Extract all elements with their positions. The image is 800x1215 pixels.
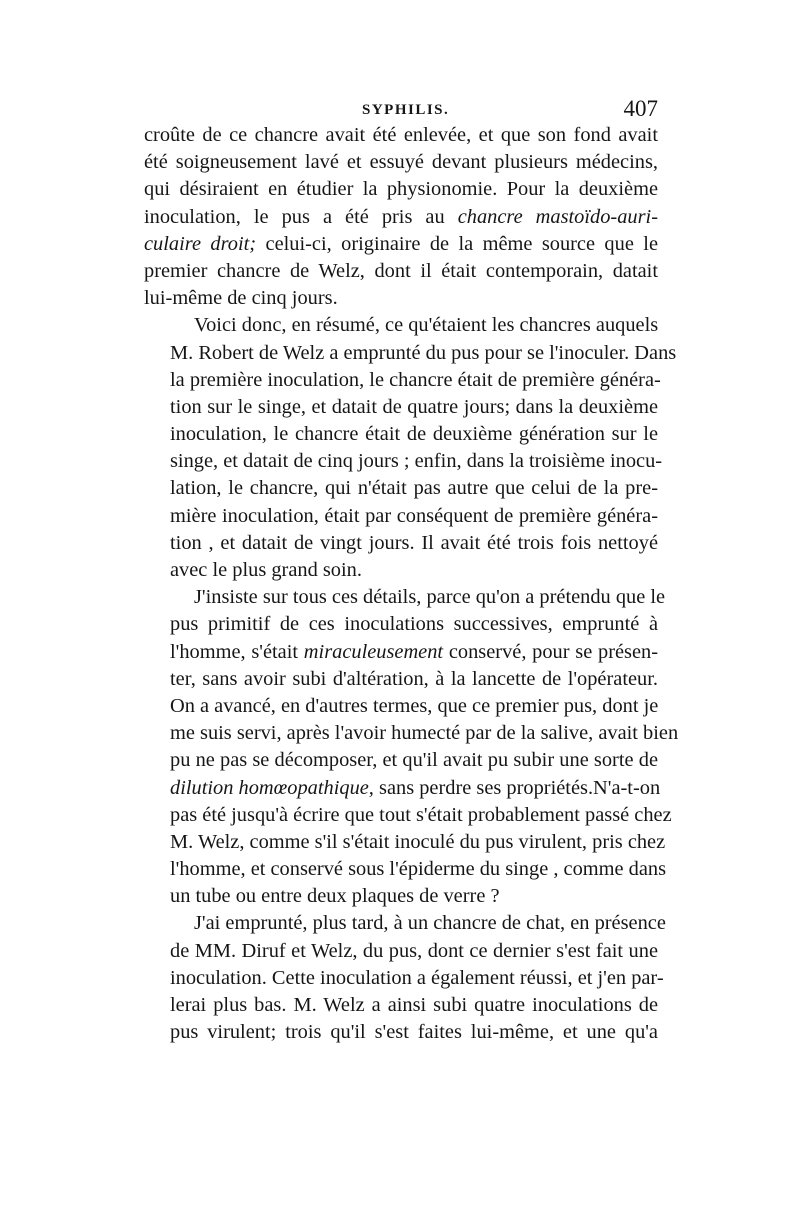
book-page [144,86,679,1046]
text-line: mière inoculation, était par conséquent de première généra- [170,504,658,527]
text-line: lation, le chancre, qui n'était pas autre que celui de la pre- [170,477,658,500]
paragraph [144,312,677,584]
page-number: 407 [623,96,658,121]
text-line: singe, et datait de cinq jours ; enfin, dans la troisième inocu- [170,450,663,473]
text-line: J'insiste sur tous ces détails, parce qu'on a prétendu que le [194,586,666,609]
text-line: qui désiraient en étudier la physionomie. Pour la deuxième [144,178,658,201]
text-line: pus primitif de ces inoculations successives, emprunté à [170,613,658,636]
text-line: dilution homœopathique, sans perdre ses propriétés.N'a-t-on [170,776,661,799]
text-line: croûte de ce chancre avait été enlevée, et que son fond avait [144,124,658,146]
page-header [144,86,658,122]
text-line: inoculation, le pus a été pris au chancre mastoïdo-auri- [144,205,658,228]
text-line: un tube ou entre deux plaques de verre ? [170,885,500,908]
text-line: la première inoculation, le chancre était de première généra- [170,368,661,391]
paragraph [144,910,666,1046]
text-line: M. Welz, comme s'il s'était inoculé du pus virulent, pris chez [170,830,666,853]
text-line: l'homme, s'était miraculeusement conservé, pour se présen- [170,640,659,663]
text-line: On a avancé, en d'autres termes, que ce premier pus, dont je [170,694,659,717]
text-line: pus virulent; trois qu'il s'est faites lui-même, et une qu'a [170,1021,658,1044]
text-line: l'homme, et conservé sous l'épiderme du singe , comme dans [170,858,667,881]
text-line: de MM. Diruf et Welz, du pus, dont ce dernier s'est fait une [170,939,658,962]
text-line: culaire droit; celui-ci, originaire de la même source que le [144,232,658,255]
text-line: inoculation, le chancre était de deuxième génération sur le [170,423,658,446]
text-line: lerai plus bas. M. Welz a ainsi subi quatre inoculations de [170,994,658,1016]
text-line: ter, sans avoir subi d'altération, à la lancette de l'opérateur. [170,667,658,690]
text-line: me suis servi, après l'avoir humecté par de la salive, avait bien [170,722,679,745]
text-line: Voici donc, en résumé, ce qu'étaient les chancres auquels [194,314,659,337]
text-line: pu ne pas se décomposer, et qu'il avait pu subir une sorte de [170,749,658,772]
text-line: pas été jusqu'à écrire que tout s'était probablement passé chez [170,803,672,826]
text-line: M. Robert de Welz a emprunté du pus pour se l'inoculer. Dans [170,341,677,364]
text-line: été soigneusement lavé et essuyé devant plusieurs médecins, [144,151,658,174]
body-text [144,122,679,1046]
text-line: lui-même de cinq jours. [144,287,338,310]
paragraph [144,122,658,312]
running-head: SYPHILIS. [362,102,450,118]
text-line: inoculation. Cette inoculation a également réussi, et j'en par- [170,966,664,989]
text-line: J'ai emprunté, plus tard, à un chancre de chat, en présence [194,912,666,935]
text-line: premier chancre de Welz, dont il était contemporain, datait [144,259,658,282]
text-line: tion sur le singe, et datait de quatre jours; dans la deuxième [170,395,658,418]
paragraph [144,584,679,910]
text-line: tion , et datait de vingt jours. Il avait été trois fois nettoyé [170,531,658,554]
text-line: avec le plus grand soin. [170,559,362,581]
